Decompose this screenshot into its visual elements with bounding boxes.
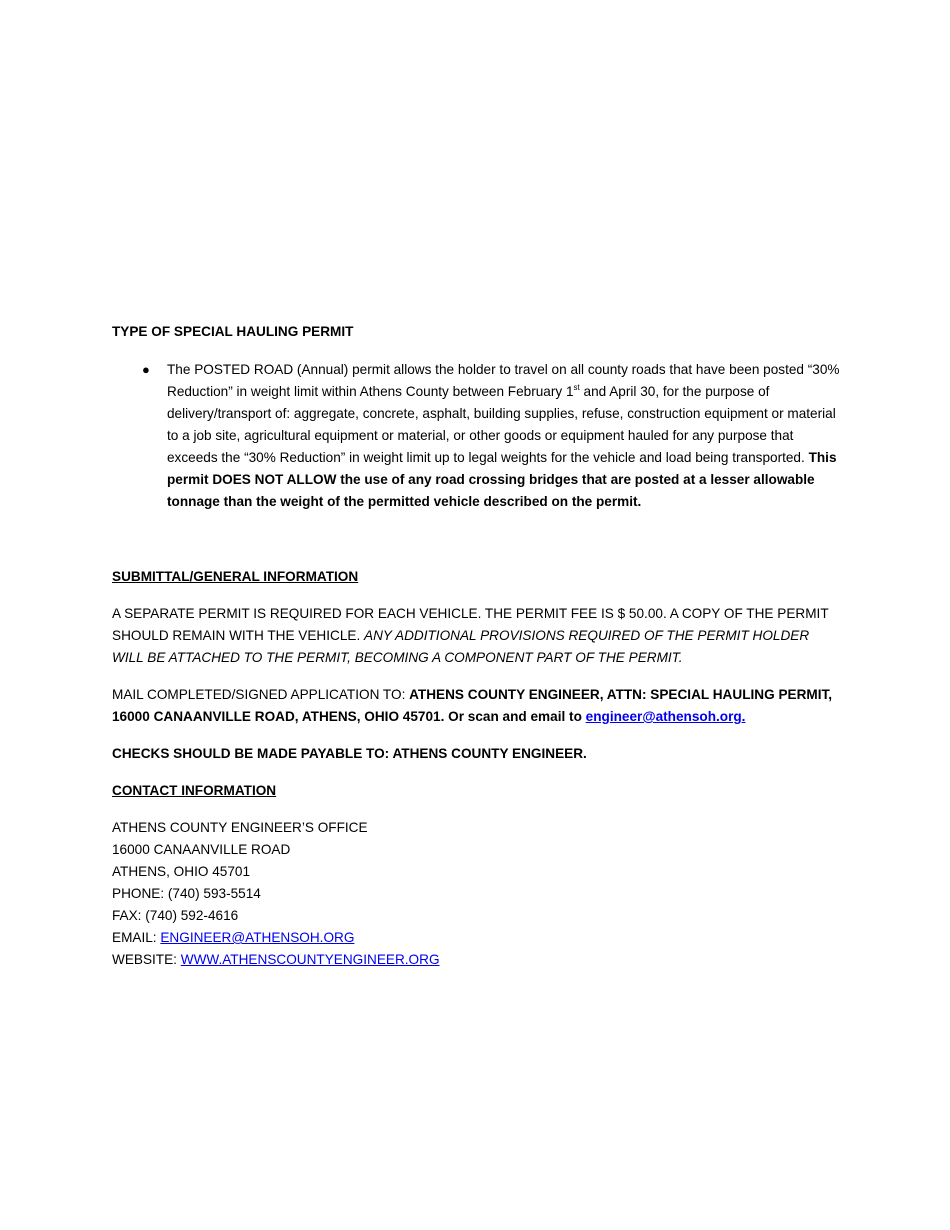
document-page [112,321,842,971]
permit-description-text: The POSTED ROAD (Annual) permit allows the holder to travel on all county roads that have been posted “30% Reduction” in weight limit within Athens County between February 1 [167,362,840,399]
website-link[interactable]: WWW.ATHENSCOUNTYENGINEER.ORG [180,952,440,967]
checks-payable-text: CHECKS SHOULD BE MADE PAYABLE TO: ATHENS COUNTY ENGINEER. [112,746,587,761]
ordinal-suffix: st [573,383,580,392]
office-name: ATHENS COUNTY ENGINEER’S OFFICE [112,820,368,835]
email-link-period[interactable]: . [741,709,746,724]
permit-description-text-cont: and April 30, for the purpose of delivery/transport of: aggregate, concrete, asphalt, building supplies, refuse, construction equipment or material to a job site, agricultural equipment or material, or other goods or equipment hauled for any purpose that exceeds the “30% Reduction” in weight limit up to legal weights for the vehicle and load being transported. [167,384,836,465]
bullet-icon: ● [142,362,150,377]
permit-fee-paragraph [112,603,842,669]
street-address: 16000 CANAANVILLE ROAD [112,842,291,857]
permit-fee-text: A SEPARATE PERMIT IS REQUIRED FOR EACH VEHICLE. THE PERMIT FEE IS $ 50.00. A COPY OF THE PERMIT SHOULD REMAIN WITH THE VEHICLE. [112,606,829,643]
contact-email-link[interactable]: ENGINEER@ATHENSOH.ORG [160,930,355,945]
mail-label: MAIL COMPLETED/SIGNED APPLICATION TO: [112,687,410,702]
submittal-heading: SUBMITTAL/GENERAL INFORMATION [112,569,359,584]
contact-heading: CONTACT INFORMATION [112,783,277,798]
permit-type-list [112,359,842,513]
email-label: EMAIL: [112,930,161,945]
list-item [112,359,842,513]
mail-paragraph [112,684,842,728]
website-label: WEBSITE: [112,952,181,967]
contact-block [112,817,842,971]
permit-type-heading: TYPE OF SPECIAL HAULING PERMIT [112,324,354,339]
bridge-restriction-text: This permit DOES NOT ALLOW the use of any road crossing bridges that are posted at a lesser allowable tonnage than the weight of the permitted vehicle described on the permit. [167,450,837,509]
email-link[interactable]: engineer@athensoh.org [585,709,742,724]
fax-number: FAX: (740) 592-4616 [112,908,239,923]
phone-number: PHONE: (740) 593-5514 [112,886,261,901]
website-line [112,949,842,971]
city-state-zip: ATHENS, OHIO 45701 [112,864,251,879]
email-line [112,927,842,949]
provisions-text: ANY ADDITIONAL PROVISIONS REQUIRED OF THE PERMIT HOLDER WILL BE ATTACHED TO THE PERMIT, BECOMING A COMPONENT PART OF THE PERMIT. [112,628,810,665]
mail-address-text: ATHENS COUNTY ENGINEER, ATTN: SPECIAL HAULING PERMIT, 16000 CANAANVILLE ROAD, ATHENS, OHIO 45701. Or scan and email to [112,687,833,724]
